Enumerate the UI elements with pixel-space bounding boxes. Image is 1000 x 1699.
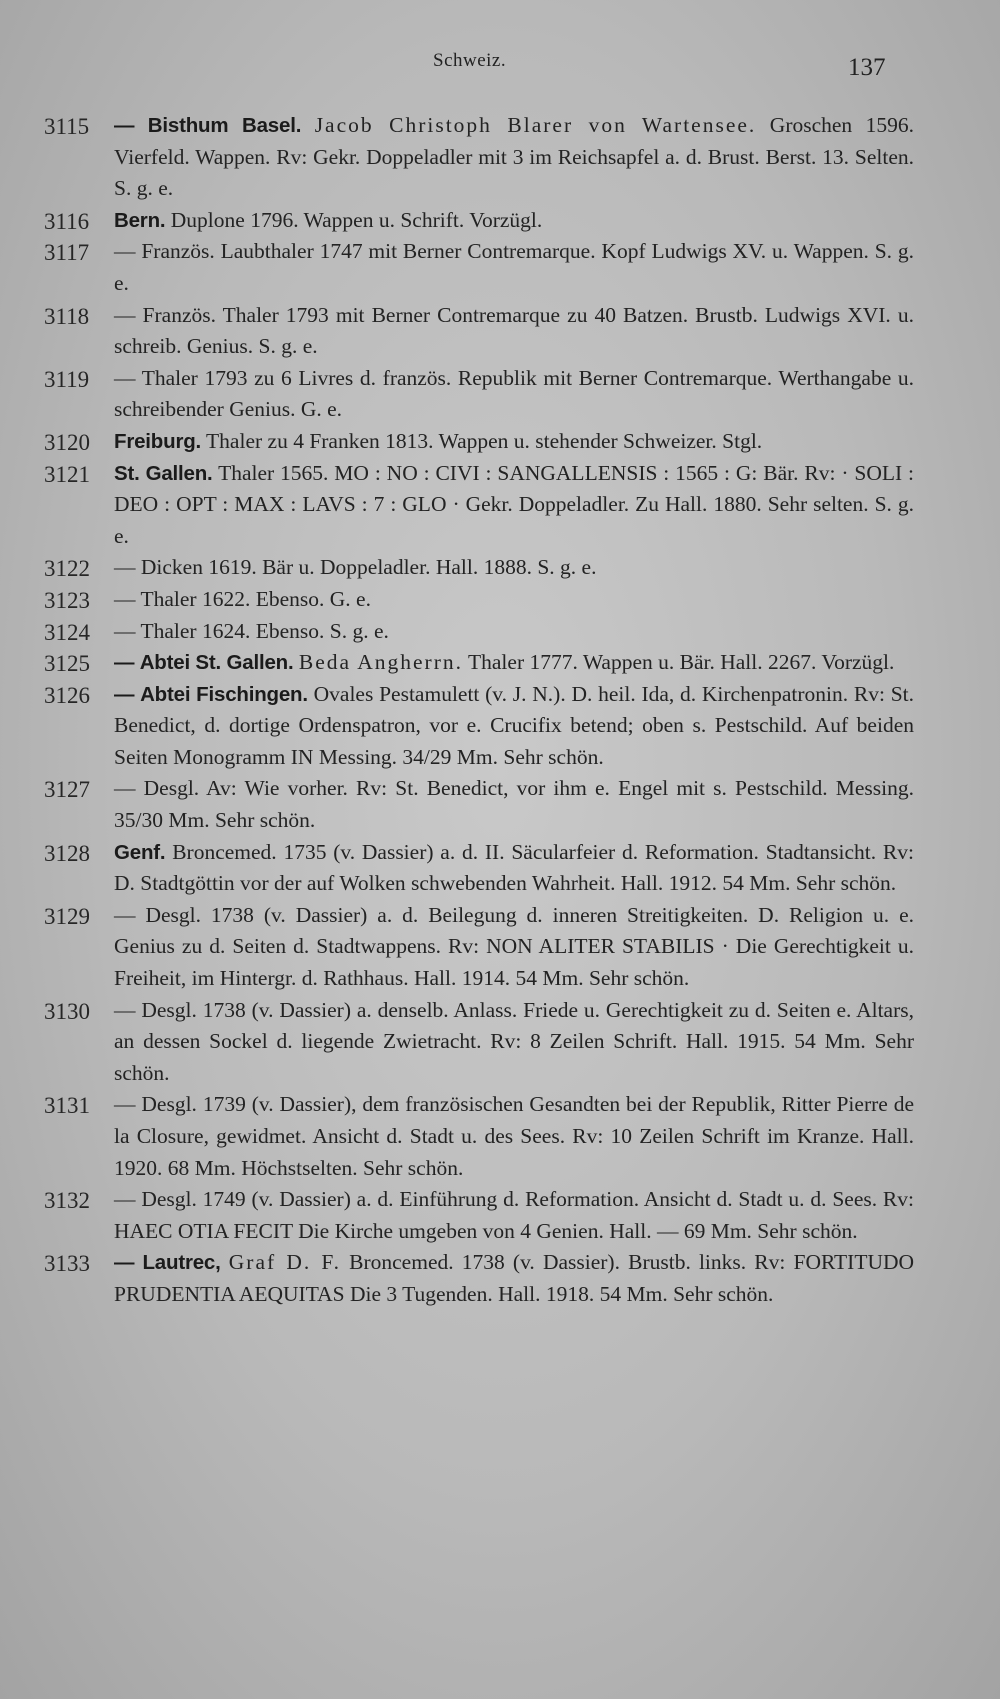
lot-number: 3133 [44, 1251, 90, 1277]
entry-description: — Französ. Thaler 1793 mit Berner Contremarque zu 40 Batzen. Brustb. Ludwigs XVI. u. schreib. Genius. S. g. e. [114, 302, 914, 359]
catalog-entry [44, 900, 914, 995]
entry-description: Thaler 1777. Wappen u. Bär. Hall. 2267. Vorzügl. [468, 650, 895, 675]
catalog-entry [44, 773, 914, 836]
entry-person: Beda Angherrn. [298, 650, 463, 675]
catalog-entry [44, 995, 914, 1090]
lot-number: 3117 [44, 240, 90, 266]
entry-person: Graf D. F. [228, 1250, 341, 1275]
lead-dash: — [114, 1251, 135, 1275]
entry-heading: Abtei Fischingen. [140, 682, 308, 706]
lot-number: 3131 [44, 1093, 90, 1119]
catalog-entry [44, 110, 914, 205]
entry-text [114, 679, 914, 774]
entry-text [114, 300, 914, 363]
entry-heading: Genf. [114, 840, 166, 864]
lot-number: 3124 [44, 619, 90, 645]
lot-number: 3123 [44, 587, 90, 613]
entry-heading: Bern. [114, 208, 166, 232]
entry-text [114, 773, 914, 836]
catalog-entry [44, 647, 914, 679]
entry-heading: Freiburg. [114, 429, 202, 453]
lot-number: 3121 [44, 461, 90, 487]
entry-description: — Desgl. Av: Wie vorher. Rv: St. Benedict, vor ihm e. Engel mit s. Pestschild. Messing. 35/30 Mm. Sehr schön. [114, 776, 914, 833]
entry-description: — Thaler 1624. Ebenso. S. g. e. [114, 618, 389, 643]
entry-description: — Desgl. 1738 (v. Dassier) a. denselb. Anlass. Friede u. Gerechtigkeit zu d. Seiten e. Altars, an dessen Sockel d. liegende Zwietracht. Rv: 8 Zeilen Schrift. Hall. 1915. 54 Mm. Sehr schön. [114, 997, 914, 1085]
running-head [0, 50, 1000, 90]
entry-heading: St. Gallen. [114, 461, 213, 485]
catalog-entry [44, 552, 914, 584]
entry-description: Broncemed. 1738 (v. Dassier). Brustb. links. Rv: FORTITUDO PRUDENTIA AEQUITAS Die 3 Tugenden. Hall. 1918. 54 Mm. Sehr schön. [114, 1250, 915, 1306]
entry-text [114, 552, 914, 584]
catalog-entry [44, 205, 914, 237]
entry-text [114, 205, 914, 237]
entry-description: — Thaler 1793 zu 6 Livres d. französ. Republik mit Berner Contremarque. Werthangabe u. schreibender Genius. G. e. [114, 365, 914, 422]
entry-text [114, 647, 914, 679]
lot-number: 3132 [44, 1188, 90, 1214]
catalog-entry [44, 837, 914, 900]
lead-dash: — [114, 682, 135, 706]
entry-heading: Abtei St. Gallen. [139, 651, 294, 675]
entry-text [114, 236, 914, 299]
catalog-entry [44, 426, 914, 458]
lot-number: 3129 [44, 903, 90, 929]
entry-description: Ovales Pestamulett (v. J. N.). D. heil. Ida, d. Kirchenpatronin. Rv: St. Benedict, d. dortige Ordenspatron, vor e. Crucifix betend; oben s. Pestschild. Auf beiden Seiten Monogramm IN Messing. 34/29 Mm. Sehr schön. [114, 681, 915, 769]
entry-text [114, 995, 914, 1090]
catalog-entry [44, 236, 914, 299]
entry-text [114, 1184, 914, 1247]
lot-number: 3116 [44, 208, 90, 234]
entry-text [114, 426, 914, 458]
entry-text [114, 837, 914, 900]
lot-number: 3125 [44, 651, 90, 677]
entry-text [114, 110, 914, 205]
entry-description: — Desgl. 1739 (v. Dassier), dem französischen Gesandten bei der Republik, Ritter Pierre de la Closure, gewidmet. Ansicht d. Stadt u. des Sees. Rv: 10 Zeilen Schrift im Kranze. Hall. 1920. 68 Mm. Höchstselten. Sehr schön. [114, 1092, 914, 1180]
entry-description: Groschen 1596. Vierfeld. Wappen. Rv: Gekr. Doppeladler mit 3 im Reichsapfel a. d. Brust. Berst. 13. Selten. S. g. e. [114, 113, 915, 201]
entry-description: Thaler 1565. MO : NO : CIVI : SANGALLENSIS : 1565 : G: Bär. Rv: · SOLI : DEO : OPT : MAX : LAVS : 7 : GLO · Gekr. Doppeladler. Zu Hall. 1880. Sehr selten. S. g. e. [114, 460, 914, 548]
entry-heading: Bisthum Basel. [147, 114, 302, 137]
entry-description: Broncemed. 1735 (v. Dassier) a. d. II. Säcularfeier d. Reformation. Stadtansicht. Rv: D. Stadtgöttin vor der auf Wolken schwebenden Wahrheit. Hall. 1912. 54 Mm. Sehr schön. [114, 839, 914, 896]
entry-description: — Desgl. 1738 (v. Dassier) a. d. Beilegung d. inneren Streitigkeiten. D. Religion u. e. Genius zu d. Seiten d. Stadtwappens. Rv: NON ALITER STABILIS · Die Gerechtigkeit u. Freiheit, im Hintergr. d. Rathhaus. Hall. 1914. 54 Mm. Sehr schön. [114, 902, 914, 991]
catalog-entry [44, 1184, 914, 1247]
catalog-entry [44, 300, 914, 363]
catalog-entry [44, 363, 914, 426]
lot-number: 3128 [44, 840, 90, 866]
entry-text [114, 584, 914, 616]
entry-person: Jacob Christoph Blarer von Wartensee. [314, 113, 757, 137]
entry-text [114, 616, 914, 648]
lot-number: 3118 [44, 303, 90, 329]
entry-text [114, 458, 914, 553]
catalog-entry [44, 616, 914, 648]
lead-dash: — [114, 114, 135, 137]
lot-number: 3120 [44, 429, 90, 455]
catalog-entry [44, 458, 914, 553]
entry-description: — Desgl. 1749 (v. Dassier) a. d. Einführung d. Reformation. Ansicht d. Stadt u. d. Sees. Rv: HAEC OTIA FECIT Die Kirche umgeben von 4 Genien. Hall. — 69 Mm. Sehr schön. [114, 1187, 914, 1243]
entry-text [114, 1247, 914, 1310]
entry-description: Thaler zu 4 Franken 1813. Wappen u. stehender Schweizer. Stgl. [206, 428, 763, 453]
catalog-entry [44, 1247, 914, 1310]
entry-text [114, 1089, 914, 1184]
entry-description: — Thaler 1622. Ebenso. G. e. [114, 586, 371, 611]
page-number: 137 [848, 54, 886, 81]
lot-number: 3115 [44, 114, 90, 139]
catalog-entry [44, 584, 914, 616]
running-title: Schweiz. [433, 50, 507, 71]
lot-number: 3130 [44, 998, 90, 1024]
entry-heading: Lautrec, [142, 1251, 221, 1275]
catalog-entry [44, 1089, 914, 1184]
lot-number: 3126 [44, 682, 90, 708]
lot-number: 3122 [44, 556, 90, 582]
entry-description: — Dicken 1619. Bär u. Doppeladler. Hall. 1888. S. g. e. [114, 555, 597, 580]
entry-text [114, 363, 914, 426]
lot-number: 3127 [44, 777, 90, 803]
entry-description: Duplone 1796. Wappen u. Schrift. Vorzügl. [170, 207, 543, 232]
entry-text [114, 900, 914, 995]
catalog-entry [44, 679, 914, 774]
entry-description: — Französ. Laubthaler 1747 mit Berner Contremarque. Kopf Ludwigs XV. u. Wappen. S. g. e. [114, 239, 914, 295]
lead-dash: — [114, 651, 135, 675]
lot-number: 3119 [44, 366, 90, 392]
catalog-entries [44, 110, 914, 1311]
